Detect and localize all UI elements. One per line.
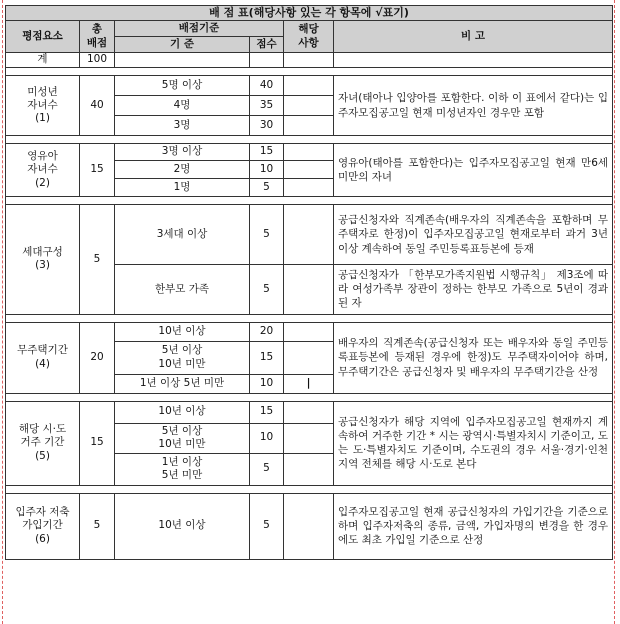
sum-empty (250, 53, 284, 68)
header-criteria: 배점기준 (115, 21, 284, 37)
remarks-note: 배우자의 직계존속(공급신청자 또는 배우자와 동일 주민등록표등본에 등재된 경우에 한정)도 무주택자이어야 하며, 무주택기간은 공급신청자 및 배우자의 무주택기간을 산정 (334, 322, 613, 393)
criteria-row (6, 401, 613, 423)
applicable-check-cell[interactable] (284, 76, 334, 96)
criteria-text (115, 453, 250, 485)
section-name-line: (4) (35, 357, 50, 370)
criteria-line: 10년 이상 (158, 519, 206, 532)
criteria-row (6, 205, 613, 265)
criteria-score: 10 (250, 161, 284, 179)
criteria-line: 3명 (173, 118, 191, 131)
criteria-text (115, 322, 250, 341)
applicable-check-cell[interactable] (284, 161, 334, 179)
section-name (6, 401, 80, 485)
criteria-text (115, 76, 250, 96)
applicable-check-cell[interactable] (284, 493, 334, 559)
spacer-cell (6, 68, 613, 76)
criteria-score: 5 (250, 205, 284, 265)
criteria-line: 10년 미만 (158, 438, 206, 451)
applicable-check-cell[interactable] (284, 423, 334, 453)
header-applicable: 해당 사항 (284, 21, 334, 53)
section-total: 40 (80, 76, 115, 136)
section-name-line: 영유아 (27, 150, 58, 163)
score-table (5, 5, 613, 560)
criteria-score: 20 (250, 322, 284, 341)
section-name-line: 가입기간 (22, 519, 63, 532)
criteria-line: 3명 이상 (161, 145, 203, 158)
section-name-line: 해당 시·도 (18, 423, 67, 436)
criteria-line: 5명 이상 (161, 78, 203, 91)
criteria-row (6, 76, 613, 96)
remarks-note: 공급신청자와 직계존속(배우자의 직계존속을 포함하며 무주택자로 한정)이 입주자모집공고일 현재로부터 과거 3년 이상 계속하여 동일 주민등록표등본에 등재 (334, 205, 613, 265)
criteria-row (6, 144, 613, 161)
criteria-score: 5 (250, 179, 284, 197)
spacer-cell (6, 136, 613, 144)
section-name (6, 322, 80, 393)
criteria-text (115, 374, 250, 393)
sum-label: 계 (6, 53, 80, 68)
criteria-line: 1년 이상 5년 미만 (139, 376, 225, 389)
spacer-cell (6, 314, 613, 322)
remarks-note: 공급신청자가 「한부모가족지원법 시행규칙」 제3조에 따라 여성가족부 장관이 정하는 한부모 가족으로 5년이 경과된 자 (334, 265, 613, 315)
spacer-row (6, 197, 613, 205)
section-name (6, 493, 80, 559)
section-name-line: 거주 기간 (20, 436, 65, 449)
criteria-text (115, 116, 250, 136)
header-total: 총 배점 (80, 21, 115, 53)
applicable-check-cell[interactable] (284, 453, 334, 485)
header-row (6, 21, 613, 37)
criteria-text (115, 144, 250, 161)
criteria-line: 5년 미만 (161, 469, 203, 482)
table-title: 배 점 표(해당사항 있는 각 항목에 √표기) (6, 6, 613, 21)
criteria-line: 10년 이상 (158, 324, 206, 337)
spacer-cell (6, 393, 613, 401)
applicable-check-cell[interactable] (284, 341, 334, 374)
section-name-line: (5) (35, 449, 50, 462)
section-name (6, 76, 80, 136)
applicable-check-cell[interactable] (284, 205, 334, 265)
sum-total: 100 (80, 53, 115, 68)
sum-empty (284, 53, 334, 68)
criteria-line: 1년 이상 (161, 455, 203, 468)
section-name (6, 205, 80, 315)
sum-empty (115, 53, 250, 68)
criteria-text (115, 493, 250, 559)
section-name-line: 자녀수 (27, 163, 58, 176)
criteria-score: 5 (250, 265, 284, 315)
criteria-line: 한부모 가족 (154, 282, 210, 295)
section-name-line: (3) (35, 259, 50, 272)
header-standard: 기 준 (115, 37, 250, 53)
sum-empty (334, 53, 613, 68)
criteria-line: 5년 이상 (161, 424, 203, 437)
criteria-score: 5 (250, 493, 284, 559)
criteria-text (115, 341, 250, 374)
page-guide-left (2, 0, 3, 624)
section-total: 5 (80, 205, 115, 315)
applicable-check-cell[interactable] (284, 265, 334, 315)
criteria-score: 15 (250, 341, 284, 374)
criteria-score: 10 (250, 423, 284, 453)
remarks-note: 입주자모집공고일 현재 공급신청자의 가입기간을 기준으로 하며 입주자저축의 종류, 금액, 가입자명의 변경을 한 경우에도 최초 가입일 기준으로 산정 (334, 493, 613, 559)
spacer-row (6, 136, 613, 144)
section-total: 15 (80, 401, 115, 485)
applicable-check-cell[interactable] (284, 401, 334, 423)
criteria-score: 10 (250, 374, 284, 393)
criteria-text (115, 179, 250, 197)
criteria-line: 4명 (173, 98, 191, 111)
criteria-score: 15 (250, 401, 284, 423)
section-name-line: 세대구성 (22, 246, 63, 259)
criteria-line: 1명 (173, 180, 191, 193)
header-item: 평점요소 (6, 21, 80, 53)
criteria-score: 30 (250, 116, 284, 136)
criteria-text (115, 423, 250, 453)
spacer-cell (6, 485, 613, 493)
section-total: 5 (80, 493, 115, 559)
criteria-row (6, 493, 613, 559)
criteria-score: 5 (250, 453, 284, 485)
criteria-text (115, 96, 250, 116)
criteria-score: 35 (250, 96, 284, 116)
criteria-text (115, 401, 250, 423)
spacer-row (6, 314, 613, 322)
page-guide-right (614, 0, 615, 624)
criteria-line: 3세대 이상 (156, 227, 208, 240)
criteria-row (6, 322, 613, 341)
section-name-line: 무주택기간 (17, 344, 68, 357)
remarks-note: 공급신청자가 해당 지역에 입주자모집공고일 현재까지 계속하여 거주한 기간 * 시는 광역시·특별자치시 기준이고, 도는 도·특별자치도 기준이며, 수도권의 경우 서울·경기·인천지역 전체를 해당 시·도로 본다 (334, 401, 613, 485)
criteria-score: 40 (250, 76, 284, 96)
applicable-check-cell[interactable] (284, 179, 334, 197)
criteria-line: 5년 이상 (161, 344, 203, 357)
section-name-line: 입주자 저축 (15, 506, 70, 519)
criteria-text (115, 205, 250, 265)
remarks-note: 자녀(태아나 입양아를 포함한다. 이하 이 표에서 같다)는 입주자모집공고일 현재 미성년자인 경우만 포함 (334, 76, 613, 136)
criteria-text (115, 161, 250, 179)
section-name-line: 미성년 (27, 85, 58, 98)
spacer-row (6, 485, 613, 493)
applicable-check-cell[interactable] (284, 116, 334, 136)
section-total: 15 (80, 144, 115, 197)
section-name (6, 144, 80, 197)
sum-row (6, 53, 613, 68)
applicable-check-cell[interactable] (284, 96, 334, 116)
header-remarks: 비 고 (334, 21, 613, 53)
title-row (6, 6, 613, 21)
criteria-score: 15 (250, 144, 284, 161)
applicable-check-cell[interactable] (284, 374, 334, 393)
criteria-line: 2명 (173, 162, 191, 175)
applicable-check-cell[interactable] (284, 322, 334, 341)
criteria-text (115, 265, 250, 315)
criteria-line: 10년 미만 (158, 357, 206, 370)
section-total: 20 (80, 322, 115, 393)
remarks-note: 영유아(태아를 포함한다)는 입주자모집공고일 현재 만6세 미만의 자녀 (334, 144, 613, 197)
section-name-line: (2) (35, 176, 50, 189)
check-mark: | (306, 376, 311, 389)
spacer-cell (6, 197, 613, 205)
spacer-row (6, 393, 613, 401)
section-name-line: (6) (35, 532, 50, 545)
section-name-line: 자녀수 (27, 98, 58, 111)
spacer-row (6, 68, 613, 76)
section-name-line: (1) (35, 112, 50, 125)
header-score: 점수 (250, 37, 284, 53)
criteria-line: 10년 이상 (158, 405, 206, 418)
applicable-check-cell[interactable] (284, 144, 334, 161)
